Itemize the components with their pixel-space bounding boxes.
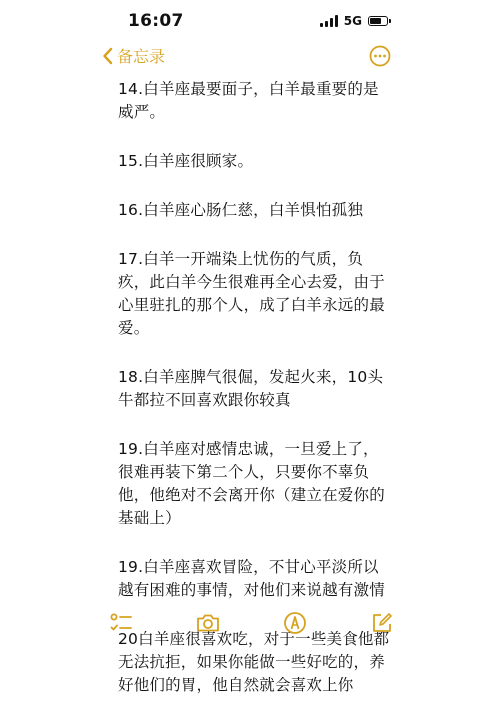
checklist-icon <box>108 610 134 636</box>
status-bar <box>0 0 500 40</box>
checklist-button[interactable] <box>108 610 134 636</box>
note-paragraph: 19.白羊座对感情忠诚，一旦爱上了，很难再装下第二个人，只要你不辜负他，他绝对不会离开你（建立在爱你的基础上） <box>118 440 385 527</box>
compose-icon <box>369 610 395 636</box>
ellipsis-circle-icon <box>369 45 391 67</box>
compose-button[interactable] <box>369 610 395 636</box>
navigation-bar <box>0 40 500 76</box>
cellular-signal-icon <box>320 15 338 27</box>
note-paragraph: 17.白羊一开端染上忧伤的气质，负疚，此白羊今生很难再全心去爱，由于心里驻扎的那个人，成了白羊永远的最爱。 <box>118 250 385 337</box>
back-button[interactable] <box>102 44 165 67</box>
note-paragraph: 16.白羊座心肠仁慈，白羊惧怕孤独 <box>118 201 364 219</box>
markup-button[interactable] <box>282 610 308 636</box>
note-paragraph: 14.白羊座最要面子，白羊最重要的是威严。 <box>118 80 379 121</box>
battery-icon <box>368 16 388 26</box>
camera-icon <box>195 610 221 636</box>
more-button[interactable] <box>369 45 391 67</box>
note-paragraph: 20白羊座很喜欢吃，对于一些美食他都无法抗拒，如果你能做一些好吃的，养好他们的胃，他自然就会喜欢上你 <box>118 630 390 694</box>
note-paragraph: 15.白羊座很顾家。 <box>118 152 254 170</box>
network-type: 5G <box>343 14 362 28</box>
back-label: 备忘录 <box>117 47 166 66</box>
bottom-toolbar <box>0 606 500 640</box>
camera-button[interactable] <box>195 610 221 636</box>
status-time: 16:07 <box>128 11 184 31</box>
chevron-left-icon <box>102 47 113 65</box>
status-indicators <box>320 13 388 29</box>
note-paragraph: 18.白羊座脾气很倔，发起火来，10头牛都拉不回喜欢跟你较真 <box>118 368 384 409</box>
battery-level <box>370 18 381 24</box>
markup-pen-icon <box>282 610 308 636</box>
note-paragraph: 19.白羊座喜欢冒险，不甘心平淡所以越有困难的事情，对他们来说越有激情 <box>118 558 385 599</box>
